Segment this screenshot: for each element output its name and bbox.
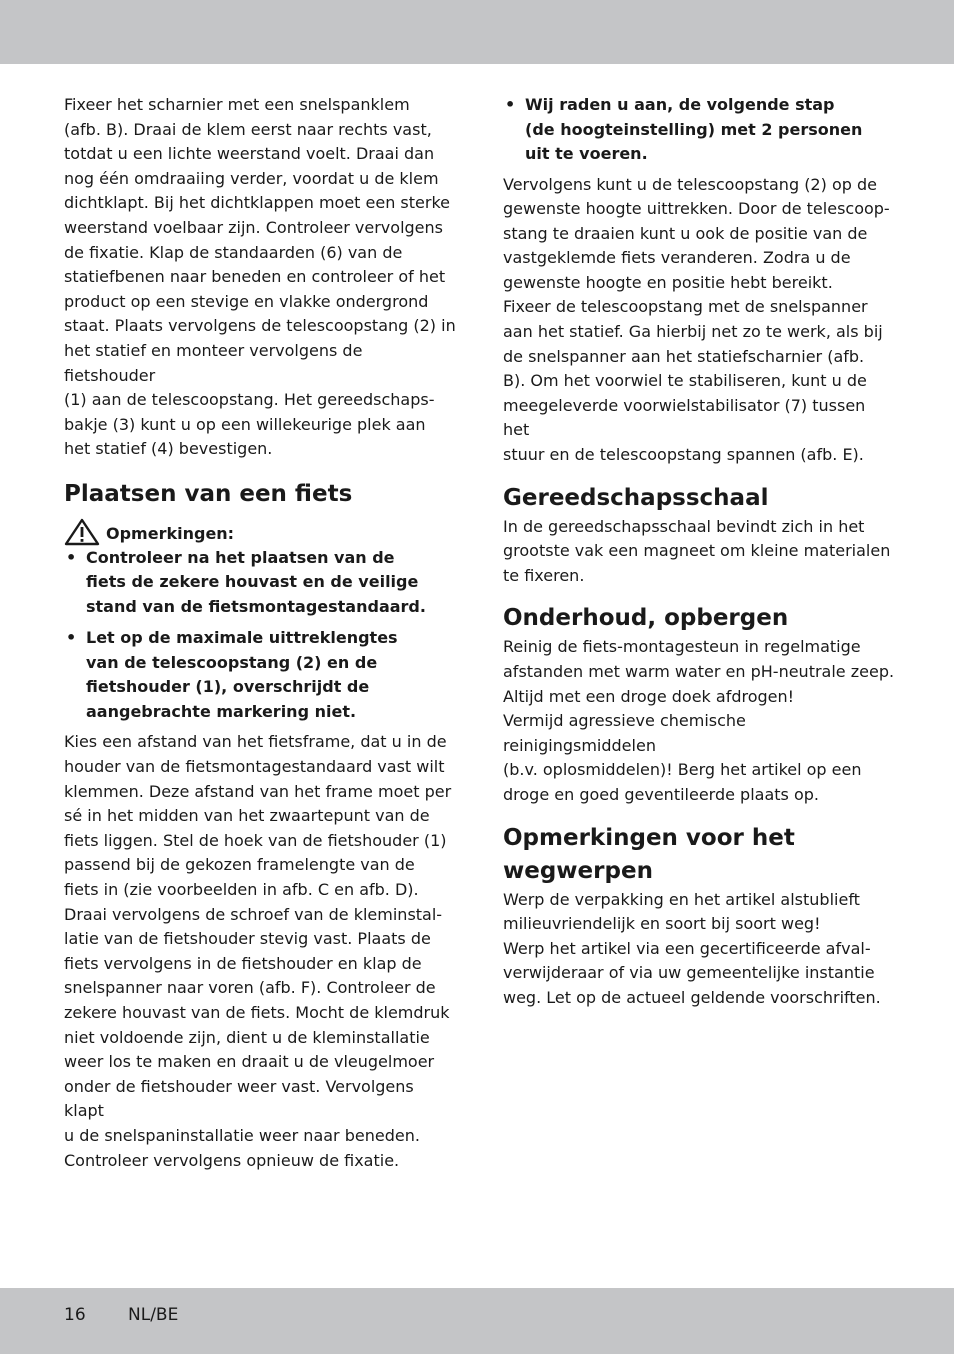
section-heading-wegwerpen: Opmerkingen voor het wegwerpen [503,824,795,884]
bullet-text: Wij raden u aan, de volgende stap (de hoogteinstelling) met 2 personen uit te voeren. [525,95,863,163]
bullet-icon: • [66,547,77,567]
intro-paragraph: Fixeer het scharnier met een snelspanklem (afb. B). Draai de klem eerst naar rechts vast, totdat u een lichte weerstand voelt. Draai dan nog één omdraaiing verder, voordat u de klem dichtklapt. Bij het dichtklappen moet een sterke weerstand voelbaar zijn. Controleer vervolgens de fixatie. Klap de standaarden (6) van de statiefbenen naar beneden en controleer of het product op een stevige en vlakke ondergrond staat. Plaats vervolgens de telescoopstang (2) in het statief en monteer vervolgens de fietshouder (1) aan de telescoopstang. Het gereedschaps- bakje (3) kunt u op een willekeurige plek aan het statief (4) bevestigen. [64,95,456,459]
right-column [503,93,895,1011]
section-heading-plaatsen: Plaatsen van een fiets [64,480,353,507]
body-paragraph: Kies een afstand van het fietsframe, dat u in de houder van de fietsmontagestandaard vast wilt klemmen. Deze afstand van het frame moet per sé in het midden van het zwaartepunt van de fiets liggen. Stel de hoek van de fietshouder (1) passend bij de gekozen framelengte van de fiets in (zie voorbeelden in afb. C en afb. D). Draai vervolgens de schroef van de kleminstal- latie van de fietshouder stevig vast. Plaats de fiets vervolgens in de fietshouder en klap de snelspanner naar voren (afb. F). Controleer de zekere houvast van de fiets. Mocht de klemdruk niet voldoende zijn, dient u de kleminstallatie weer los te maken en draait u de vleugelmoer onder de fietshouder weer vast. Vervolgens klapt u de snelspaninstallatie weer naar beneden. Controleer vervolgens opnieuw de fixatie. [64,732,452,1170]
bullet-icon: • [66,628,77,648]
left-column [64,93,456,1173]
section-heading-gereedschapsschaal: Gereedschapsschaal [503,484,769,511]
list-item [503,93,895,167]
height-paragraph: Vervolgens kunt u de telescoopstang (2) op de gewenste hoogte uittrekken. Door de telescoop- stang te draaien kunt u ook de positie van de vastgeklemde fiets veranderen. Zodra u de gewenste hoogte en positie hebt bereikt. Fixeer de telescoopstang met de snelspanner aan het statief. Ga hierbij net zo te werk, als bij de snelspanner aan het statiefscharnier (afb. B). Om het voorwiel te stabiliseren, kunt u de meegeleverde voorwielstabilisator (7) tussen het stuur en de telescoopstang spannen (afb. E). [503,174,890,465]
section-heading-onderhoud: Onderhoud, opbergen [503,605,789,632]
disposal-paragraph: Werp de verpakking en het artikel alstublieft milieuvriendelijk en soort bij soort weg! Werp het artikel via een gecertificeerde afval- verwijderaar of via uw gemeentelijke instantie weg. Let op de actueel geldende voorschriften. [503,889,881,1007]
bullet-icon: • [505,95,516,114]
maintenance-paragraph: Reinig de fiets-montagesteun in regelmatige afstanden met warm water en pH-neutrale zeep. Altijd met een droge doek afdrogen! Vermijd agressieve chemische reinigingsmiddelen (b.v. oplosmiddelen)! Berg het artikel op een droge en goed geventileerde plaats op. [503,637,895,804]
warning-label: Opmerkingen: [106,523,235,543]
page-number: 16 [64,1305,86,1325]
warning-notice [64,518,456,546]
list-item [64,546,456,620]
header-bar [0,0,954,64]
tool-tray-paragraph: In de gereedschapsschaal bevindt zich in het grootste vak een magneet om kleine materialen te fixeren. [503,516,891,585]
list-item [64,626,456,724]
bullet-text: Controleer na het plaatsen van de fiets de zekere houvast en de veilige stand van de fietsmontagestandaard. [86,547,426,616]
bullet-text: Let op de maximale uittreklengtes van de telescoopstang (2) en de fietshouder (1), overschrijdt de aangebrachte markering niet. [86,628,398,721]
warning-triangle-icon [64,518,100,546]
language-code: NL/BE [128,1305,179,1325]
